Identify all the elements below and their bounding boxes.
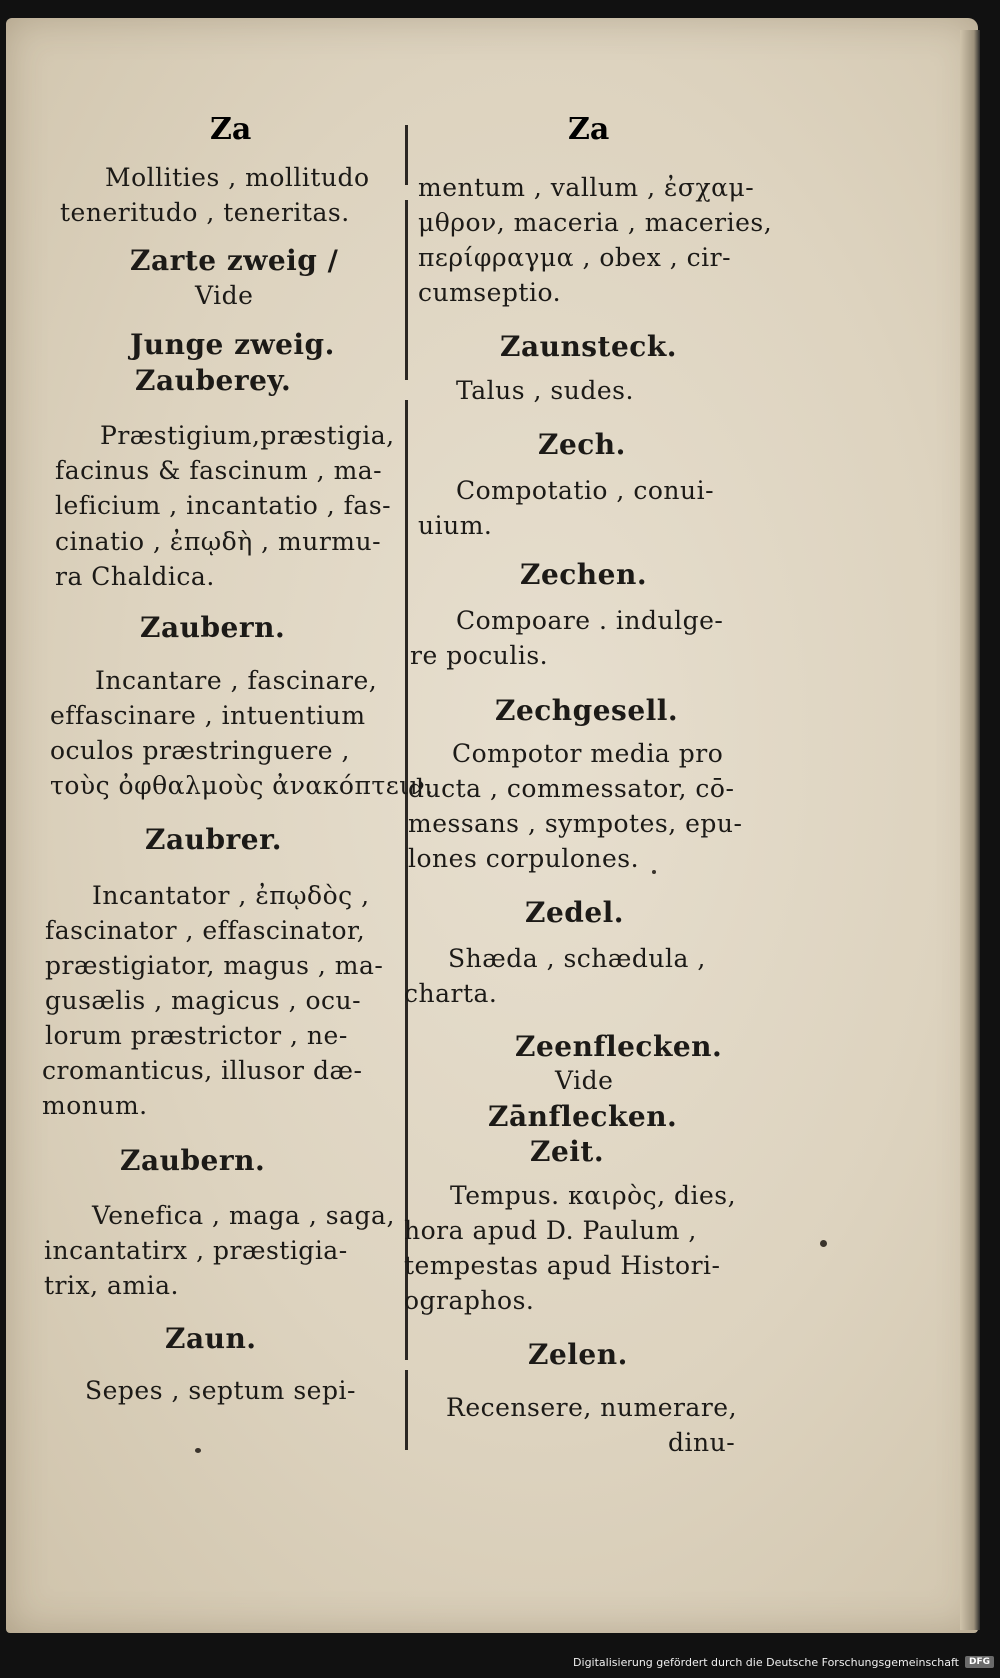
text-line: Recensere, numerare, xyxy=(446,1393,738,1422)
text-line: Incantare , fascinare, xyxy=(95,666,378,695)
text-line: ra Chaldica. xyxy=(55,562,215,591)
text-line: monum. xyxy=(42,1091,148,1120)
headword: Zaubrer. xyxy=(145,823,283,856)
headword: Zaun. xyxy=(165,1322,257,1355)
headword: Zeit. xyxy=(530,1135,605,1168)
headword: Zechgesell. xyxy=(495,694,679,727)
headword: Zech. xyxy=(538,428,626,461)
text-line: Sepes , septum sepi- xyxy=(85,1376,356,1405)
running-head-left: Za xyxy=(210,112,252,147)
text-line: Compoare . indulge- xyxy=(456,606,724,635)
text-line: uium. xyxy=(418,511,493,540)
headword: Zeenflecken. xyxy=(515,1030,723,1063)
text-line: lorum præstrictor , ne- xyxy=(45,1021,348,1050)
text-line: tempestas apud Histori- xyxy=(404,1251,721,1280)
text-line: effascinare , intuentium xyxy=(50,701,366,730)
text-line: Præstigium,præstigia, xyxy=(100,421,395,450)
footer-credit: Digitalisierung gefördert durch die Deutsche Forschungsgemeinschaft xyxy=(573,1655,959,1669)
text-line: μθρον, maceria , maceries, xyxy=(418,208,773,237)
headword: Zaubern. xyxy=(120,1144,266,1177)
headword: Junge zweig. xyxy=(130,328,335,361)
text-line: περίφραγμα , obex , cir- xyxy=(418,243,732,272)
headword: Zedel. xyxy=(525,896,625,929)
text-line: messans , sympotes, epu- xyxy=(408,809,743,838)
ink-speck xyxy=(195,1448,201,1453)
text-line: cromanticus, illusor dæ- xyxy=(42,1056,363,1085)
text-line: lones corpulones. xyxy=(408,844,640,873)
text-line: cinatio , ἐπῳδὴ , murmu- xyxy=(55,527,382,556)
dfg-logo: DFG xyxy=(965,1656,994,1668)
text-line: teneritudo , teneritas. xyxy=(60,198,350,227)
ink-speck xyxy=(652,870,656,874)
headword: Zelen. xyxy=(528,1338,628,1371)
text-line: Incantator , ἐπῳδὸς , xyxy=(92,881,370,910)
text-line: ducta , commessator, cō- xyxy=(408,774,735,803)
text-line: charta. xyxy=(404,979,498,1008)
text-line: Venefica , maga , saga, xyxy=(92,1201,395,1230)
text-line: Talus , sudes. xyxy=(456,376,634,405)
text-line: Compotor media pro xyxy=(452,739,724,768)
headword: Zaubern. xyxy=(140,611,286,644)
running-head-right: Za xyxy=(568,112,610,147)
page-edge-shadow xyxy=(960,30,980,1630)
text-line: Mollities , mollitudo xyxy=(105,163,370,192)
text-line: Vide xyxy=(555,1066,614,1095)
headword: Zānflecken. xyxy=(488,1100,678,1133)
text-line: leficium , incantatio , fas- xyxy=(55,491,392,520)
text-line: re poculis. xyxy=(410,641,549,670)
text-line: mentum , vallum , ἐσχαμ- xyxy=(418,173,755,202)
text-line: facinus & fascinum , ma- xyxy=(55,456,383,485)
text-line: hora apud D. Paulum , xyxy=(404,1216,697,1245)
text-line: τοὺς ὀφθαλμοὺς ἀνακόπτειν. xyxy=(50,771,434,800)
text-line: cumseptio. xyxy=(418,278,562,307)
text-line: Shæda , schædula , xyxy=(448,944,706,973)
text-line: Vide xyxy=(195,281,254,310)
headword: Zechen. xyxy=(520,558,648,591)
headword: Zarte zweig / xyxy=(130,244,339,277)
text-line: incantatirx , præstigia- xyxy=(44,1236,348,1265)
column-rule xyxy=(405,1370,408,1450)
text-line: dinu- xyxy=(668,1428,736,1457)
text-line: fascinator , effascinator, xyxy=(45,916,366,945)
text-line: trix, amia. xyxy=(44,1271,179,1300)
text-line: Tempus. καιρὸς, dies, xyxy=(450,1181,737,1210)
text-line: ographos. xyxy=(404,1286,535,1315)
digitization-footer xyxy=(573,1650,994,1674)
text-line: gusælis , magicus , ocu- xyxy=(45,986,362,1015)
ink-speck xyxy=(820,1240,827,1247)
text-line: præstigiator, magus , ma- xyxy=(45,951,384,980)
column-rule xyxy=(405,200,408,380)
headword: Zauberey. xyxy=(135,364,292,397)
headword: Zaunsteck. xyxy=(500,330,678,363)
text-line: Compotatio , conui- xyxy=(456,476,715,505)
column-rule xyxy=(405,125,408,185)
text-line: oculos præstringuere , xyxy=(50,736,350,765)
